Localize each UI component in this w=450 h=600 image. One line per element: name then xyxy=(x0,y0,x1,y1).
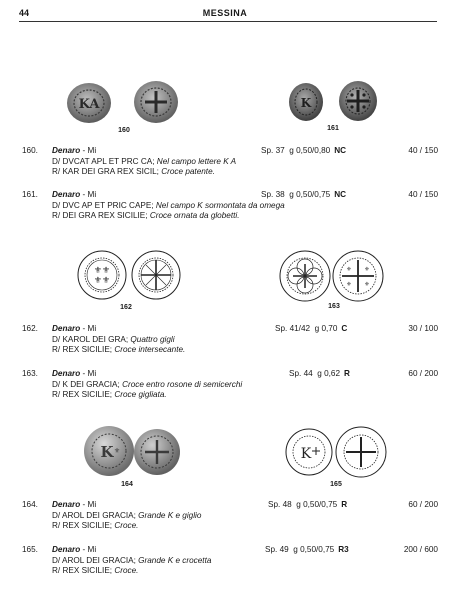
entry-title: Denaro xyxy=(52,146,81,155)
entry-reference: Sp. 38 xyxy=(261,190,285,199)
entry-reference: Sp. 49 xyxy=(265,545,289,554)
coin-label-161: 161 xyxy=(327,125,339,132)
entry-metal: - Mi xyxy=(80,545,97,554)
coin-163-reverse-image xyxy=(332,250,384,302)
entry-reverse-description: Croce intersecante. xyxy=(114,345,186,354)
entry-price: 30 / 100 xyxy=(408,324,438,333)
entry-reverse-description: Croce. xyxy=(114,566,139,575)
entry-obverse-description: Nel campo lettere K A xyxy=(156,156,237,166)
entry-rarity: R xyxy=(344,369,350,378)
entry-reverse-description: Croce gigliata. xyxy=(114,390,167,399)
coin-162-reverse-image xyxy=(131,250,181,300)
coin-164-obverse-image xyxy=(83,425,135,477)
entry-rarity: R xyxy=(341,500,348,509)
entry-obverse-legend: D/ DVC AP ET PRIC CAPE; xyxy=(52,200,156,210)
entry-title: Denaro xyxy=(52,324,81,333)
entry-title: Denaro xyxy=(52,190,81,199)
svg-text:⚜: ⚜ xyxy=(364,282,370,288)
coin-label-165: 165 xyxy=(330,481,342,488)
entry-price: 40 / 150 xyxy=(408,190,438,199)
entry-obverse-description: Croce entro rosone di semicerchi xyxy=(122,379,243,389)
coin-label-164: 164 xyxy=(121,481,133,488)
coin-label-160: 160 xyxy=(118,127,130,134)
entry-price: 40 / 150 xyxy=(408,146,438,155)
coin-161-reverse-image xyxy=(338,80,378,122)
coin-162-obverse-image xyxy=(77,250,127,300)
entry-number: 163. xyxy=(22,369,38,378)
svg-text:⚜: ⚜ xyxy=(346,267,352,273)
svg-text:K: K xyxy=(300,446,312,462)
svg-text:K: K xyxy=(100,443,114,461)
coin-label-163: 163 xyxy=(328,303,340,310)
entry-obverse-legend: D/ DVCAT APL ET PRC CA; xyxy=(52,156,157,166)
entry-number: 162. xyxy=(22,324,38,333)
entry-obverse-legend: D/ AROL DEI GRACIA; xyxy=(52,510,139,520)
entry-weight: g 0,50/0,75 xyxy=(293,545,335,554)
entry-title: Denaro xyxy=(52,369,81,378)
entry-number: 164. xyxy=(22,500,38,509)
entry-reverse-legend: R/ KAR DEI GRA REX SICIL; xyxy=(52,167,162,176)
coin-label-162: 162 xyxy=(120,304,132,311)
running-title: MESSINA xyxy=(202,8,248,18)
entry-rarity: NC xyxy=(334,190,347,199)
entry-reverse-legend: R/ DEI GRA REX SICILIE; xyxy=(52,211,150,220)
entry-obverse-description: Quattro gigli xyxy=(130,334,175,344)
coin-160-reverse-image xyxy=(133,80,179,124)
svg-text:⚜: ⚜ xyxy=(364,267,370,273)
coin-163-obverse-image xyxy=(279,250,331,302)
coin-164-reverse-image xyxy=(133,428,181,476)
entry-weight: g 0,50/0,75 xyxy=(296,500,338,509)
entry-reverse-legend: R/ REX SICILIE; xyxy=(52,345,115,354)
entry-reference: Sp. 44 xyxy=(289,369,313,378)
entry-reverse-legend: R/ REX SICILIE; xyxy=(52,390,115,399)
coin-161-obverse-image xyxy=(288,82,324,122)
coin-165-obverse-image xyxy=(285,428,333,476)
entry-price: 200 / 600 xyxy=(403,545,438,554)
entry-obverse-legend: D/ K DEI GRACIA; xyxy=(52,379,123,389)
entry-obverse-legend: D/ AROL DEI GRACIA; xyxy=(52,555,139,565)
svg-text:⚜: ⚜ xyxy=(346,282,352,288)
entry-price: 60 / 200 xyxy=(408,500,438,509)
entry-obverse-legend: D/ KAROL DEI GRA; xyxy=(52,334,131,344)
page-number: 44 xyxy=(19,8,30,18)
entry-price: 60 / 200 xyxy=(408,369,438,378)
entry-weight: g 0,50/0,75 xyxy=(289,190,331,199)
coin-160-obverse-image xyxy=(66,82,112,124)
coin-165-reverse-image xyxy=(335,426,387,478)
svg-text:⚜: ⚜ xyxy=(113,448,121,455)
entry-metal: - Mi xyxy=(80,324,97,333)
entry-metal: - Mi xyxy=(80,146,97,155)
entry-reverse-description: Croce. xyxy=(114,521,139,530)
entry-number: 160. xyxy=(22,146,38,155)
entry-obverse-description: Grande K e crocetta xyxy=(138,555,212,565)
entry-weight: g 0,50/0,80 xyxy=(289,146,331,155)
entry-weight: g 0,70 xyxy=(314,324,338,333)
entry-metal: - Mi xyxy=(80,190,97,199)
entry-reverse-description: Croce ornata da globetti. xyxy=(149,211,240,220)
entry-reference: Sp. 48 xyxy=(268,500,292,509)
entry-rarity: R3 xyxy=(338,545,349,554)
header-rule xyxy=(19,21,437,22)
entry-title: Denaro xyxy=(52,545,81,554)
entry-reverse-legend: R/ REX SICILIE; xyxy=(52,521,115,530)
entry-metal: - Mi xyxy=(80,369,97,378)
svg-text:⚜⚜: ⚜⚜ xyxy=(93,276,111,286)
page-header xyxy=(0,0,450,24)
entry-metal: - Mi xyxy=(80,500,97,509)
entry-reverse-description: Croce patente. xyxy=(161,167,215,176)
entry-number: 165. xyxy=(22,545,38,554)
entry-rarity: NC xyxy=(334,146,347,155)
svg-text:⚜⚜: ⚜⚜ xyxy=(93,266,111,276)
entry-obverse-description: Grande K e giglio xyxy=(138,510,202,520)
entry-weight: g 0,62 xyxy=(317,369,340,378)
svg-text:KA: KA xyxy=(78,97,100,112)
entry-title: Denaro xyxy=(52,500,81,509)
entry-obverse-description: Nel campo K sormontata da omega xyxy=(155,200,285,210)
entry-reverse-legend: R/ REX SICILIE; xyxy=(52,566,115,575)
svg-text:K: K xyxy=(300,96,312,110)
entry-reference: Sp. 37 xyxy=(261,146,285,155)
entry-number: 161. xyxy=(22,190,38,199)
entry-rarity: C xyxy=(341,324,348,333)
entry-reference: Sp. 41/42 xyxy=(275,324,311,333)
